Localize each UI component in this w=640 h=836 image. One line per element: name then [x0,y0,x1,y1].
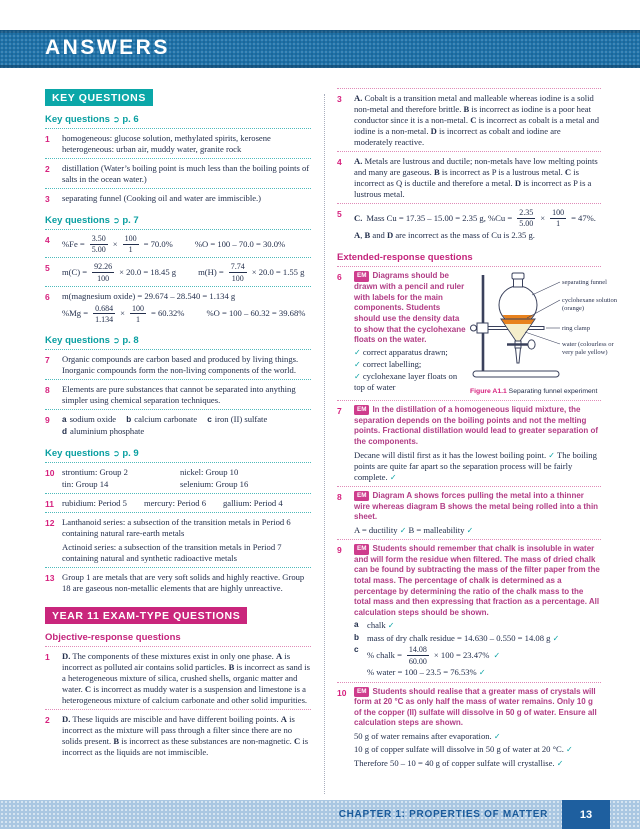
key-questions-badge: KEY QUESTIONS [45,89,153,106]
exam-answer-item-10 [337,682,601,772]
exam-questions-badge: YEAR 11 EXAM-TYPE QUESTIONS [45,607,247,624]
answer-item-4 [45,229,311,257]
check-icon: ✓ [466,525,474,535]
em-badge: EM [354,687,369,697]
answer-text: Elements are pure substances that cannot be separated into anything simpler using chemical separation techniques. [62,384,296,406]
question-number: 2 [45,164,50,174]
answer-text: A. Metals are lustrous and ductile; non-metals have low melting points and many are gaseous. B is incorrect as P is a lustrous metal. C is incorrect as Q is ductile and therefore a metal. D is incorrect as P is a lustrous metal. [354,156,598,199]
answer-item-3 [45,188,311,207]
check-icon: ✓ [552,633,560,643]
exam-answer-item-8 [337,486,601,539]
question-number: 5 [337,209,342,219]
check-item: ✓ cyclohexane layer floats on top of water [354,371,458,393]
answer-text: Group 1 are metals that are very soft solids and highly reactive. Group 18 are gaseous non-metallic elements that are highly unreactive. [62,572,305,594]
answer-text: D. The components of these mixtures exist in only one phase. A is incorrect as polluted air contains solid particles. B is incorrect as sand is a heterogeneous mixture of silica, crushed shells, organic matter and water. C is incorrect as muddy water is a suspension and limestone is a heterogeneous mixture of calcium carbonate and other solid impurities. [62,651,310,706]
fraction: $\frac{2.35}{5.00}$ [519,208,534,229]
section-heading-kq6: Key questions ➲ p. 6 [45,114,139,125]
answer-line: heterogeneous: urban air, muddy water, granite rock [62,144,242,154]
check-icon: ✓ [354,347,361,357]
question-number: 2 [45,715,50,726]
question-number: 1 [45,652,50,663]
sub-answer-c: c % chalk = $\frac{14.08}{60.00}$ × 100 = 23.47% ✓ [354,645,601,665]
exam-answer-item-5 [337,203,601,244]
exam-answer-item-4 [337,151,601,203]
section-heading-kq8: Key questions ➲ p. 8 [45,335,139,347]
answer-item-6 [45,286,311,327]
objective-response-heading: Objective-response questions [45,632,181,644]
page-footer-bar [0,800,640,829]
answer-item-12 [45,512,311,567]
section-heading-kq9: Key questions ➲ p. 9 [45,448,139,460]
figure-label-cyclohexane: cyclohexane solution [562,297,618,305]
em-badge: EM [354,544,369,554]
check-item: ✓ correct apparatus drawn; [354,346,448,357]
question-number: 1 [45,134,50,144]
question-number: 7 [337,406,342,417]
question-number: 6 [337,272,342,283]
goto-page-icon: ➲ [112,449,120,460]
answer-item-9: 9 a sodium oxide b calcium carbonate c iron (II) sulfate d aluminium phosphate [45,409,311,440]
model-answer-line: 50 g of water remains after evaporation. ✓ [354,731,501,742]
check-icon: ✓ [478,668,486,678]
figure-caption: Figure A1.1 Separating funnel experiment [470,388,598,396]
answer-text: D. These liquids are miscible and have different boiling points. A is incorrect as the mixture will pass through a filter since there are no solids present. B is incorrect as these substances are non-magnetic. C is incorrect as the liquids are not immiscible. [62,714,309,758]
sub-answer-c2: % water = 100 – 23.5 = 76.53% ✓ [367,667,486,678]
page-header-bar [0,30,640,68]
check-icon: ✓ [556,758,564,768]
answer-item-10: 10 strontium: Group 2 nickel: Group 10 tin: Group 14 selenium: Group 16 [45,462,311,493]
goto-page-icon: ➲ [112,115,120,125]
column-divider [324,94,325,794]
question-number: 9 [337,545,342,556]
right-column [337,88,618,772]
model-answer-line: Therefore 50 – 10 = 40 g of copper sulfate will crystallise. ✓ [354,757,564,768]
page-number: 13 [562,800,610,829]
check-icon: ✓ [566,745,573,755]
answer-item-2 [45,158,311,188]
model-answer: Decane will distil first as it has the lowest boiling point. ✓ The boiling points are quite far apart so the separation process will be fairly complete. ✓ [354,449,597,482]
fraction: $\frac{7.74}{100}$ [230,262,245,283]
formula-row: %Fe = $\frac{3.50}{5.00}$ × $\frac{100}{1}$ = 70.0% %O = 100 – 70.0 = 30.0% [62,234,286,255]
formula-row: m(C) = $\frac{92.26}{100}$ × 20.0 = 18.45 g m(H) = $\frac{7.74}{100}$ × 20.0 = 1.55 g [62,262,305,283]
question-number: 8 [337,492,342,503]
marker-guidance-text: In the distillation of a homogeneous liquid mixture, the separation depends on the boiling points and not the melting points. Fractional distillation would lead to greater separation of the components. [354,405,599,446]
answer-item-13 [45,567,311,597]
question-number: 12 [45,518,55,529]
fraction: $\frac{3.50}{5.00}$ [91,234,106,255]
formula-row: %Mg = $\frac{0.684}{1.134}$ × $\frac{100}{1}$ = 60.32% %O = 100 – 60.32 = 39.68% [62,303,306,324]
check-icon: ✓ [548,450,555,460]
check-icon: ✓ [389,472,397,482]
exam-answer-item-2 [45,709,311,761]
separating-funnel-diagram [470,271,618,383]
question-number: 10 [45,468,55,479]
formula-row: % chalk = $\frac{14.08}{60.00}$ × 100 = 23.47% ✓ [367,645,501,666]
fraction: $\frac{100}{1}$ [124,234,137,255]
figure-label-water: water (colourless or [562,341,614,349]
answer-item-8 [45,379,311,409]
answer-item-11: 11 rubidium: Period 5 mercury: Period 6 gallium: Period 4 [45,493,311,512]
left-column [45,88,311,761]
answer-item-1 [45,128,311,158]
exam-answer-item-3 [337,88,601,151]
check-icon: ✓ [493,732,501,742]
fraction: $\frac{100}{1}$ [552,208,565,229]
question-number: 3 [45,194,50,204]
page-title: ANSWERS [45,36,170,59]
fraction: $\frac{100}{1}$ [131,303,144,324]
answer-text: distillation (Water’s boiling point is much less than the boiling points of salts in the ocean water.) [62,163,310,184]
exam-answer-item-6 [337,266,618,400]
figure-label-cyclohexane-2: (orange) [562,305,585,313]
em-badge: EM [354,271,369,281]
chapter-title: CHAPTER 1: PROPERTIES OF MATTER [338,809,548,820]
marker-guidance-text: Diagrams should be drawn with a pencil and ruler with labels for the main components. Students should use the density data to show that the cyclohexane floats on the water. [354,271,466,345]
question-number: 11 [45,499,54,510]
question-number: 5 [45,263,50,274]
question-number: 9 [45,415,50,426]
question-number: 6 [45,291,50,302]
check-icon: ✓ [354,359,361,369]
answer-item-5 [45,257,311,285]
question-number: 10 [337,687,347,698]
sub-answer-b: b mass of dry chalk residue = 14.630 – 0.550 = 14.08 g ✓ [354,632,560,643]
sub-answer-a: a chalk ✓ [354,620,395,631]
section-heading-kq7: Key questions ➲ p. 7 [45,215,139,226]
answer-text: separating funnel (Cooking oil and water are immiscible.) [62,193,262,203]
fraction: $\frac{0.684}{1.134}$ [95,303,114,324]
goto-page-icon: ➲ [112,336,120,347]
fraction: $\frac{92.26}{100}$ [94,262,113,283]
exam-answer-item-1 [45,646,311,709]
exam-answer-item-7 [337,400,601,486]
formula-row: C. Mass Cu = 17.35 – 15.00 = 2.35 g, %Cu = $\frac{2.35}{5.00}$ × $\frac{100}{1}$ = 47%. [354,208,596,229]
marker-guidance-text: Students should realise that a greater mass of crystals will form at 20 °C as only half the mass of water remains. Only 10 g of the copper (II) sulfate will dissolve in 50 g of water. Ensure all calculation steps are shown. [354,686,597,728]
separating-funnel-figure [466,271,618,397]
model-answer-line: 10 g of copper sulfate will dissolve in 50 g of water at 20 °C. ✓ [354,744,573,755]
em-badge: EM [354,405,369,415]
marker-guidance-text: Students should remember that chalk is insoluble in water and will form the residue when filtered. The mass of dried chalk can be found by subtracting the mass of the filter paper from the total mass. The percentage of chalk is determined as a percentage by determining the ratio of the chalk mass to the total mass and then expressing that fraction as a percentage. All calculation steps should be shown. [354,544,600,617]
check-item: ✓ correct labelling; [354,358,422,369]
figure-label-water-2: very pale yellow) [562,349,608,357]
goto-page-icon: ➲ [112,216,120,226]
model-answer: A = ductility ✓ B = malleability ✓ [354,524,474,535]
check-icon: ✓ [387,621,395,631]
extended-response-heading: Extended-response questions [337,252,473,264]
question-number: 3 [337,94,342,104]
figure-label-separating-funnel: separating funnel [562,279,607,287]
answer-text: Organic compounds are carbon based and produced by living things. Inorganic compounds form the non-living components of the world. [62,354,299,376]
question-number: 13 [45,573,55,584]
exam-answer-item-9 [337,539,601,681]
question-number: 7 [45,355,50,366]
answer-paragraph: Lanthanoid series: a subsection of the transition metals in Period 6 containing natural rare-earth metals [62,517,291,539]
check-icon: ✓ [493,650,501,660]
question-number: 4 [45,235,50,245]
answer-item-7 [45,349,311,379]
em-badge: EM [354,491,369,501]
answer-paragraph: Actinoid series: a subsection of the transition metals in Period 7 containing natural and synthetic radioactive metals [62,542,282,564]
question-number: 8 [45,385,50,396]
question-number: 4 [337,157,342,167]
answer-line: A, B and D are incorrect as the mass of Cu is 2.35 g. [354,230,535,241]
fraction: $\frac{14.08}{60.00}$ [408,645,427,666]
answer-line: m(magnesium oxide) = 29.674 – 28.540 = 1.134 g [62,290,236,301]
marker-guidance-text: Diagram A shows forces pulling the metal into a thinner wire whereas diagram B shows the metal being rolled into a thin sheet. [354,491,599,522]
check-icon: ✓ [354,372,361,382]
figure-label-ring-clamp: ring clamp [562,325,590,333]
answer-text: A. Cobalt is a transition metal and malleable whereas iodine is a solid non-metal and therefore brittle. B is incorrect as iodine is a poor heat conductor since it is a non-metal. C is incorrect as cobalt is a metal and iodine is a non-metal. D is incorrect as cobalt and iodine are moderately reactive. [354,93,600,147]
check-icon: ✓ [399,525,407,535]
answer-line: homogeneous: glucose solution, methylated spirits, kerosene [62,133,271,143]
